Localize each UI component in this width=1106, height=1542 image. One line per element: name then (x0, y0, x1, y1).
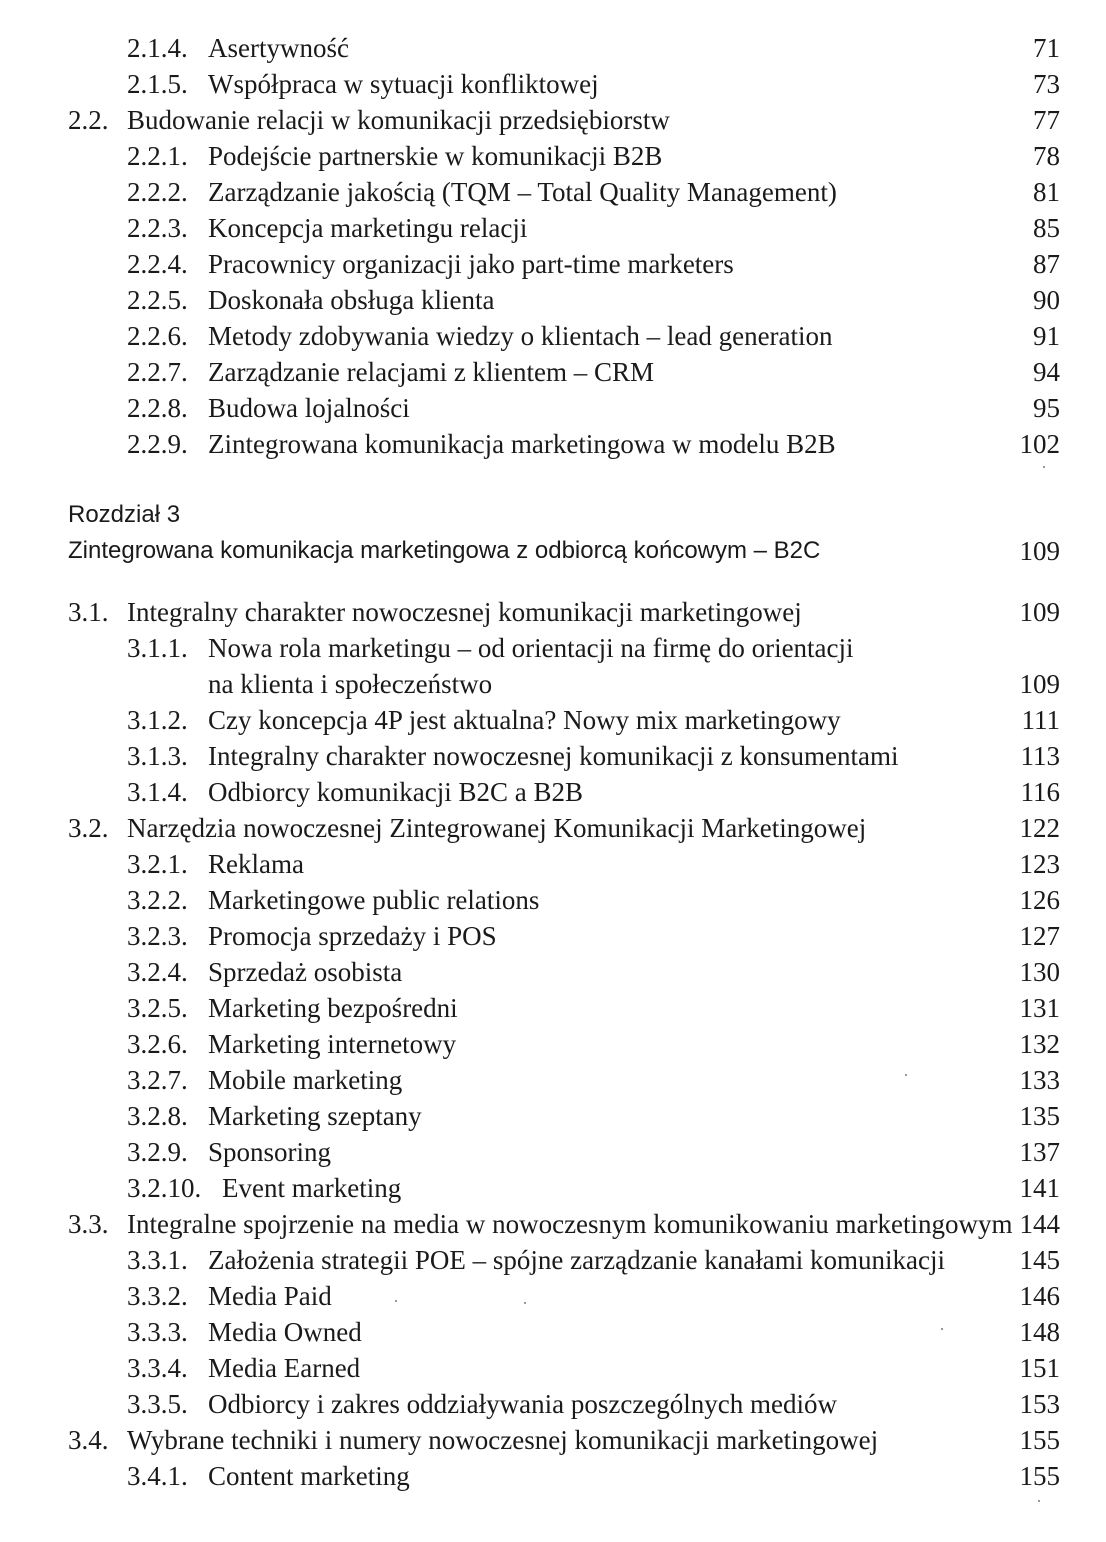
toc-entry (0, 1170, 1106, 1206)
toc-entry-page: 94 (1033, 357, 1060, 387)
toc-entry-page: 113 (1020, 741, 1060, 771)
toc-entry-title: Media Owned (208, 1317, 362, 1347)
toc-entry-title: Integralne spojrzenie na media w nowoczesnym komunikowaniu marketingowym (127, 1209, 1013, 1239)
toc-entry-page: 77 (1033, 105, 1060, 135)
chapter-label: Rozdział 3 (68, 501, 181, 528)
toc-entry-title: Zintegrowana komunikacja marketingowa w modelu B2B (208, 429, 836, 459)
toc-entry (0, 630, 1106, 666)
scan-speck (905, 1074, 907, 1076)
toc-entry-number: 2.2. (68, 105, 109, 135)
toc-entry-title: Sponsoring (208, 1137, 332, 1167)
toc-entry-number: 3.3.3. (127, 1317, 188, 1347)
toc-entry (0, 774, 1106, 810)
toc-entry-number: 3.2.5. (127, 993, 188, 1023)
toc-entry (0, 990, 1106, 1026)
toc-entry-title: Odbiorcy komunikacji B2C a B2B (208, 777, 583, 807)
toc-entry (0, 174, 1106, 210)
toc-entry-page: 109 (1019, 669, 1060, 699)
toc-entry (0, 594, 1106, 630)
toc-entry-number: 2.2.9. (127, 429, 188, 459)
toc-entry-page: 91 (1033, 321, 1060, 351)
toc-entry-number: 3.1.2. (127, 705, 188, 735)
toc-entry (0, 810, 1106, 846)
toc-entry-page: 90 (1033, 285, 1060, 315)
toc-entry-title: Założenia strategii POE – spójne zarządzanie kanałami komunikacji (208, 1245, 945, 1275)
scan-speck (941, 1328, 943, 1330)
toc-entry-title: Sprzedaż osobista (208, 957, 403, 987)
toc-entry-page: 122 (1019, 813, 1060, 843)
toc-entry (0, 1098, 1106, 1134)
scan-speck (395, 1300, 397, 1302)
toc-entry (0, 1314, 1106, 1350)
chapter-page-number: 109 (1019, 536, 1060, 566)
toc-entry (0, 246, 1106, 282)
toc-entry-title: Budowanie relacji w komunikacji przedsiębiorstw (127, 105, 670, 135)
toc-entry-page: 123 (1019, 849, 1060, 879)
toc-entry-number: 3.2.8. (127, 1101, 188, 1131)
toc-entry-number: 3.4. (68, 1425, 109, 1455)
toc-entry-title: Marketing szeptany (208, 1101, 422, 1131)
toc-entry (0, 1062, 1106, 1098)
toc-section-chapter-3 (0, 594, 1106, 1494)
toc-entry (0, 138, 1106, 174)
toc-entry-page: 130 (1019, 957, 1060, 987)
toc-entry-title: Integralny charakter nowoczesnej komunikacji marketingowej (127, 597, 802, 627)
toc-entry-number: 3.1.4. (127, 777, 188, 807)
toc-entry-title: Pracownicy organizacji jako part-time marketers (208, 249, 734, 279)
toc-entry-number: 3.2.6. (127, 1029, 188, 1059)
toc-entry-number: 2.2.1. (127, 141, 188, 171)
toc-entry-number: 2.2.5. (127, 285, 188, 315)
toc-entry-page: 126 (1019, 885, 1060, 915)
toc-entry-page: 141 (1019, 1173, 1060, 1203)
toc-entry-page: 155 (1019, 1425, 1060, 1455)
toc-entry-number: 2.2.7. (127, 357, 188, 387)
toc-entry-page: 116 (1020, 777, 1060, 807)
toc-entry (0, 282, 1106, 318)
toc-entry (0, 102, 1106, 138)
toc-entry-title: Czy koncepcja 4P jest aktualna? Nowy mix marketingowy (208, 705, 841, 735)
toc-entry (0, 1386, 1106, 1422)
toc-entry-title: Metody zdobywania wiedzy o klientach – lead generation (208, 321, 833, 351)
toc-entry-number: 3.1.3. (127, 741, 188, 771)
toc-section-chapter-2 (0, 30, 1106, 462)
scan-speck (524, 1302, 526, 1304)
toc-entry-title: Marketing internetowy (208, 1029, 457, 1059)
toc-entry-page: 81 (1033, 177, 1060, 207)
toc-entry-number: 3.3. (68, 1209, 109, 1239)
toc-entry (0, 1242, 1106, 1278)
toc-entry-number: 3.2.7. (127, 1065, 188, 1095)
toc-entry-page: 155 (1019, 1461, 1060, 1491)
toc-entry-title: Narzędzia nowoczesnej Zintegrowanej Komunikacji Marketingowej (127, 813, 867, 843)
toc-entry-page: 95 (1033, 393, 1060, 423)
toc-entry-title: Zarządzanie jakością (TQM – Total Quality Management) (208, 177, 837, 207)
toc-entry-page: 78 (1033, 141, 1060, 171)
toc-entry-number: 2.2.8. (127, 393, 188, 423)
toc-entry-page: 146 (1019, 1281, 1060, 1311)
toc-entry-number: 3.2.2. (127, 885, 188, 915)
toc-entry-number: 3.3.2. (127, 1281, 188, 1311)
toc-entry-page: 85 (1033, 213, 1060, 243)
toc-entry (0, 1206, 1106, 1242)
toc-entry-title: Reklama (208, 849, 304, 879)
toc-entry-number: 2.2.3. (127, 213, 188, 243)
toc-entry-title: Marketingowe public relations (208, 885, 540, 915)
toc-entry-page: 109 (1019, 597, 1060, 627)
toc-entry (0, 666, 1106, 702)
toc-entry-number: 3.3.5. (127, 1389, 188, 1419)
toc-entry-page: 102 (1019, 429, 1060, 459)
toc-entry-page: 73 (1033, 69, 1060, 99)
toc-entry (0, 1134, 1106, 1170)
toc-entry (0, 426, 1106, 462)
toc-entry-number: 2.2.2. (127, 177, 188, 207)
toc-entry-number: 3.2.10. (127, 1173, 202, 1203)
toc-entry-title: Asertywność (208, 33, 349, 63)
toc-entry-number: 2.1.4. (127, 33, 188, 63)
toc-entry-title: Podejście partnerskie w komunikacji B2B (208, 141, 663, 171)
toc-entry-number: 3.2. (68, 813, 109, 843)
toc-entry (0, 354, 1106, 390)
toc-entry-title: Odbiorcy i zakres oddziaływania poszczególnych mediów (208, 1389, 838, 1419)
toc-entry-page: 132 (1019, 1029, 1060, 1059)
toc-entry-page: 148 (1019, 1317, 1060, 1347)
toc-entry-title: Budowa lojalności (208, 393, 410, 423)
toc-entry-title: Promocja sprzedaży i POS (208, 921, 497, 951)
toc-entry-page: 111 (1021, 705, 1060, 735)
toc-entry-number: 2.2.4. (127, 249, 188, 279)
toc-entry-page: 137 (1019, 1137, 1060, 1167)
toc-entry (0, 1458, 1106, 1494)
toc-entry-title: Koncepcja marketingu relacji (208, 213, 528, 243)
toc-entry-page: 87 (1033, 249, 1060, 279)
toc-entry-title: Media Earned (208, 1353, 361, 1383)
toc-entry-title: Marketing bezpośredni (208, 993, 458, 1023)
toc-entry (0, 66, 1106, 102)
toc-entry (0, 30, 1106, 66)
toc-entry-number: 3.2.9. (127, 1137, 188, 1167)
toc-entry (0, 210, 1106, 246)
toc-entry-page: 135 (1019, 1101, 1060, 1131)
toc-entry-number: 3.4.1. (127, 1461, 188, 1491)
toc-entry-title: Nowa rola marketingu – od orientacji na firmę do orientacji (208, 633, 854, 663)
toc-entry-number: 3.2.4. (127, 957, 188, 987)
toc-entry-title: Integralny charakter nowoczesnej komunikacji z konsumentami (208, 741, 899, 771)
toc-entry-page: 133 (1019, 1065, 1060, 1095)
toc-entry-page: 127 (1019, 921, 1060, 951)
toc-entry-title: Doskonała obsługa klienta (208, 285, 495, 315)
toc-entry (0, 1350, 1106, 1386)
scan-speck (1043, 466, 1045, 468)
toc-entry (0, 390, 1106, 426)
toc-entry-number: 2.1.5. (127, 69, 188, 99)
toc-entry-page: 145 (1019, 1245, 1060, 1275)
toc-entry-number: 3.3.4. (127, 1353, 188, 1383)
toc-entry (0, 954, 1106, 990)
toc-entry-page: 131 (1019, 993, 1060, 1023)
toc-entry (0, 738, 1106, 774)
toc-entry-title: na klienta i społeczeństwo (208, 669, 493, 699)
toc-entry-title: Media Paid (208, 1281, 332, 1311)
scan-speck (1038, 1500, 1040, 1502)
toc-entry-page: 71 (1033, 33, 1060, 63)
toc-entry-page: 144 (1019, 1209, 1060, 1239)
toc-entry-number: 3.1. (68, 597, 109, 627)
toc-entry-number: 3.2.3. (127, 921, 188, 951)
chapter-title: Zintegrowana komunikacja marketingowa z odbiorcą końcowym – B2C (68, 537, 821, 564)
toc-entry (0, 846, 1106, 882)
toc-entry (0, 1422, 1106, 1458)
toc-entry-number: 3.1.1. (127, 633, 188, 663)
toc-entry-number: 3.2.1. (127, 849, 188, 879)
toc-entry (0, 318, 1106, 354)
toc-entry-number: 3.3.1. (127, 1245, 188, 1275)
toc-entry-title: Event marketing (222, 1173, 402, 1203)
toc-entry (0, 1026, 1106, 1062)
toc-entry-number: 2.2.6. (127, 321, 188, 351)
toc-entry (0, 1278, 1106, 1314)
toc-entry-title: Współpraca w sytuacji konfliktowej (208, 69, 599, 99)
toc-entry (0, 882, 1106, 918)
toc-entry (0, 918, 1106, 954)
toc-entry-page: 153 (1019, 1389, 1060, 1419)
toc-entry-page: 151 (1019, 1353, 1060, 1383)
toc-entry-title: Mobile marketing (208, 1065, 403, 1095)
toc-entry-title: Zarządzanie relacjami z klientem – CRM (208, 357, 655, 387)
toc-entry-title: Wybrane techniki i numery nowoczesnej komunikacji marketingowej (127, 1425, 879, 1455)
toc-entry (0, 702, 1106, 738)
toc-entry-title: Content marketing (208, 1461, 410, 1491)
